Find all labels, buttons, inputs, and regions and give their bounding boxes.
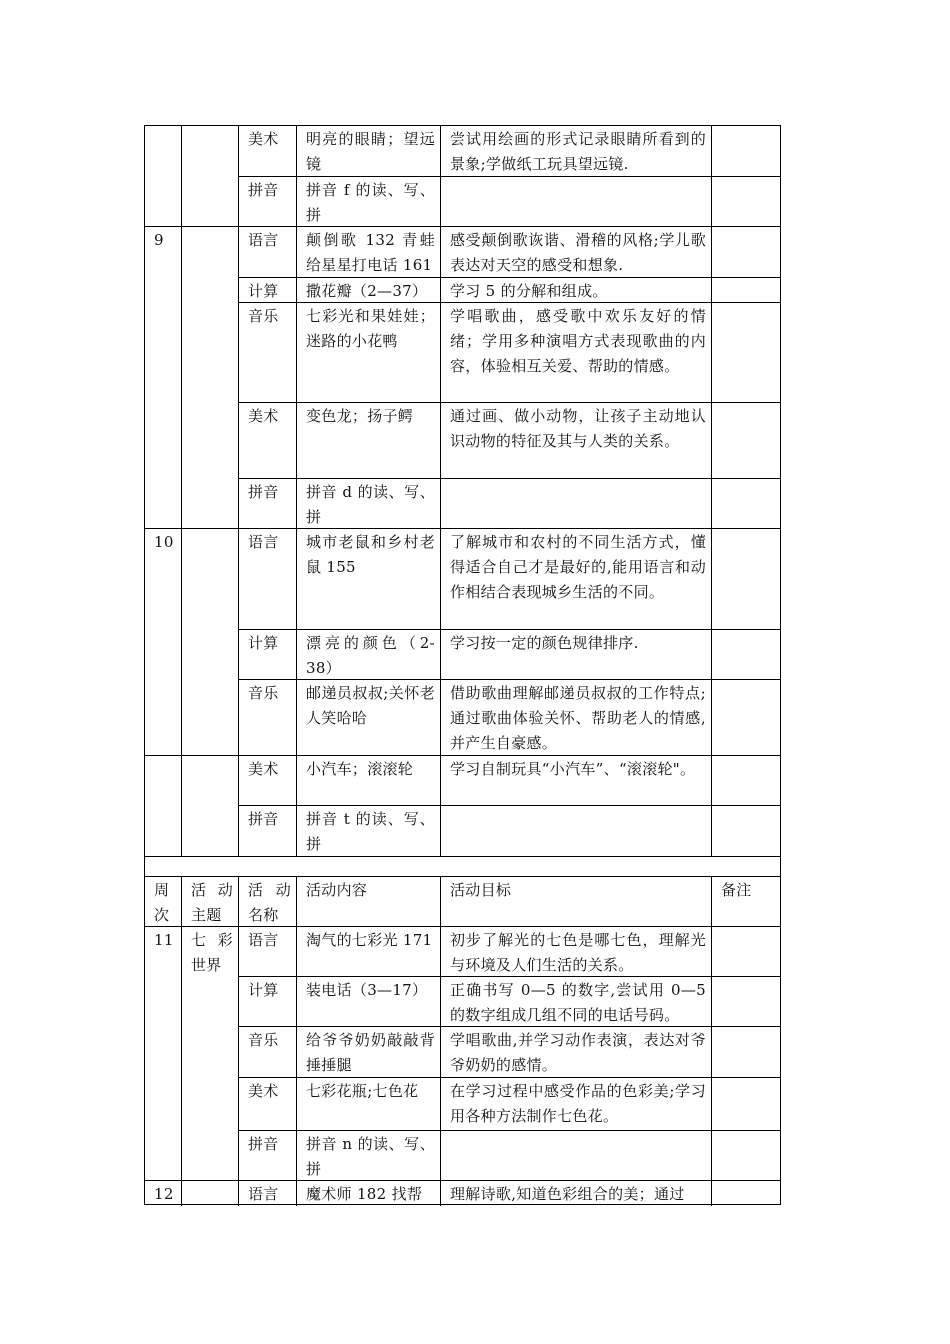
goal-cell: 学习按一定的颜色规律排序. (450, 634, 639, 652)
goal-cell: 尝试用绘画的形式记录眼睛所看到的景象;学做纸工玩具望远镜. (450, 130, 706, 173)
content-cell: 装电话（3—17） (306, 981, 428, 999)
header-content: 活动内容 (306, 881, 368, 899)
content-cell: 给爷爷奶奶敲敲背捶捶腿 (306, 1031, 435, 1074)
content-cell: 变色龙；扬子鳄 (306, 407, 414, 425)
subject-cell: 语言 (248, 231, 279, 249)
grid-line (711, 126, 712, 856)
subject-cell: 拼音 (248, 810, 279, 828)
content-cell: 魔术师 182 找帮 (306, 1185, 423, 1203)
grid-line (145, 856, 781, 857)
goal-cell: 学唱歌曲,并学习动作表演，表达对爷爷奶奶的感情。 (450, 1031, 706, 1074)
header-week: 周次 (154, 881, 170, 924)
content-cell: 拼音 n 的读、写、拼 (306, 1135, 435, 1178)
goal-cell: 学唱歌曲，感受歌中欢乐友好的情绪；学用多种演唱方式表现歌曲的内容，体验相互关爱、帮助的情感。 (450, 307, 706, 375)
week-cell: 9 (154, 231, 164, 249)
grid-line (145, 755, 238, 756)
schedule-table (144, 125, 781, 1205)
goal-cell: 初步了解光的七色是哪七色，理解光与环境及人们生活的关系。 (450, 931, 706, 974)
subject-cell: 语言 (248, 1185, 279, 1203)
week-cell: 10 (154, 533, 174, 551)
content-cell: 小汽车；滚滚轮 (306, 760, 414, 778)
goal-cell: 感受颠倒歌诙谐、滑稽的风格;学儿歌表达对天空的感受和想象. (450, 231, 706, 274)
content-cell: 城市老鼠和乡村老鼠 155 (306, 533, 435, 576)
goal-cell (441, 1131, 711, 1180)
subject-cell: 计算 (248, 282, 279, 300)
goal-cell: 理解诗歌,知道色彩组合的美；通过 (450, 1185, 685, 1203)
week-cell: 12 (154, 1185, 174, 1203)
goal-cell: 学习 5 的分解和组成。 (450, 282, 608, 300)
content-cell: 拼音 d 的读、写、拼 (306, 483, 435, 526)
content-cell: 拼音 f 的读、写、拼 (306, 181, 435, 224)
subject-cell: 美术 (248, 1082, 279, 1100)
subject-cell: 拼音 (248, 1135, 279, 1153)
subject-cell: 计算 (248, 634, 279, 652)
subject-cell: 拼音 (248, 483, 279, 501)
subject-cell: 拼音 (248, 181, 279, 199)
theme-cell: 七彩世界 (191, 931, 233, 974)
content-cell: 七彩光和果娃娃；迷路的小花鸭 (306, 307, 435, 350)
content-cell: 明亮的眼睛；望远镜 (306, 130, 435, 173)
content-cell: 漂亮的颜色（2-38） (306, 634, 435, 677)
subject-cell: 音乐 (248, 1031, 279, 1049)
header-note: 备注 (721, 881, 752, 899)
subject-cell: 计算 (248, 981, 279, 999)
subject-cell: 语言 (248, 931, 279, 949)
subject-cell: 音乐 (248, 307, 279, 325)
header-theme: 活动主题 (191, 881, 233, 924)
subject-cell: 美术 (248, 407, 279, 425)
goal-cell: 学习自制玩具“小汽车”、“滚滚轮"。 (450, 760, 696, 778)
content-cell: 拼音 t 的读、写、拼 (306, 810, 435, 853)
content-cell: 撒花瓣（2—37） (306, 282, 428, 300)
subject-cell: 语言 (248, 533, 279, 551)
goal-cell (441, 177, 711, 226)
content-cell: 邮递员叔叔;关怀老人笑哈哈 (306, 684, 435, 727)
week-cell: 11 (154, 931, 174, 949)
goal-cell: 了解城市和农村的不同生活方式，懂得适合自己才是最好的,能用语言和动作相结合表现城乡生活的不同。 (450, 533, 706, 601)
goal-cell (441, 806, 711, 856)
content-cell: 七彩花瓶;七色花 (306, 1082, 419, 1100)
goal-cell (441, 479, 711, 528)
subject-cell: 美术 (248, 760, 279, 778)
goal-cell: 在学习过程中感受作品的色彩美;学习用各种方法制作七色花。 (450, 1082, 706, 1125)
header-name: 活动名称 (248, 881, 291, 924)
subject-cell: 音乐 (248, 684, 279, 702)
goal-cell: 正确书写 0—5 的数字,尝试用 0—5 的数字组成几组不同的电话号码。 (450, 981, 706, 1024)
grid-line (181, 126, 182, 856)
header-goal: 活动目标 (450, 881, 512, 899)
goal-cell: 借助歌曲理解邮递员叔叔的工作特点;通过歌曲体验关怀、帮助老人的情感,并产生自豪感。 (450, 684, 706, 752)
content-cell: 颠倒歌 132 青蛙给星星打电话 161 (306, 231, 435, 274)
content-cell: 淘气的七彩光 171 (306, 931, 433, 949)
subject-cell: 美术 (248, 130, 279, 148)
goal-cell: 通过画、做小动物，让孩子主动地认识动物的特征及其与人类的关系。 (450, 407, 706, 450)
